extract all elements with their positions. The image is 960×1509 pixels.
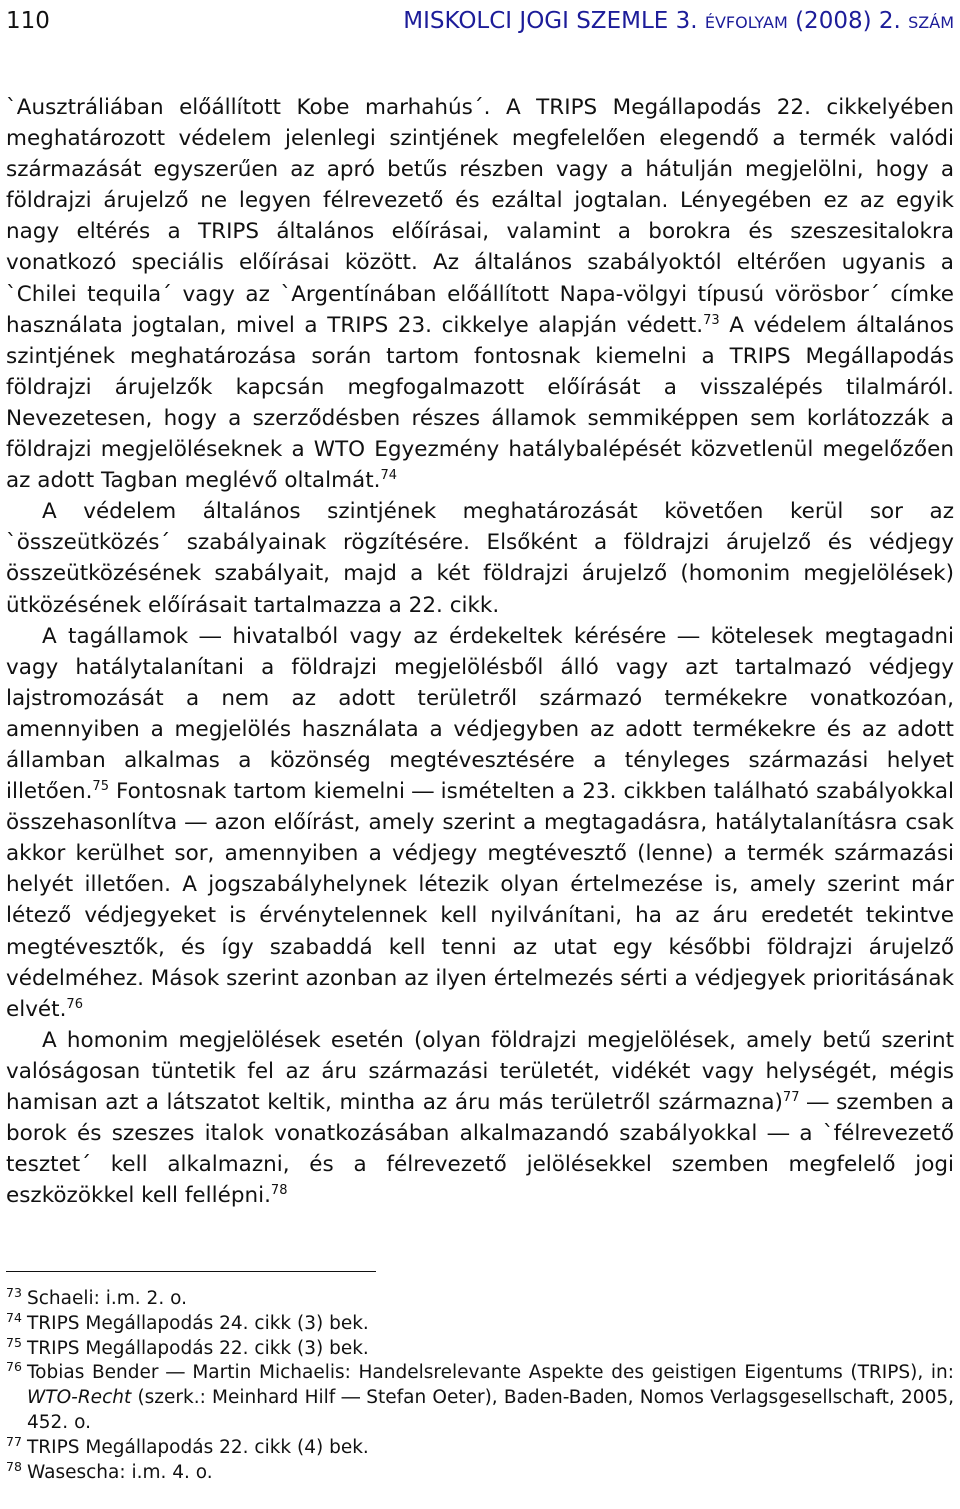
footnotes bbox=[6, 1287, 954, 1485]
footnote-italic-text: WTO-Recht bbox=[27, 1387, 132, 1409]
footnote-number: 75 bbox=[6, 1334, 22, 1350]
footnote-item bbox=[6, 1458, 954, 1486]
running-header bbox=[6, 4, 954, 38]
body-paragraph bbox=[6, 621, 954, 1025]
footnote-item bbox=[6, 1287, 954, 1312]
footnote-item bbox=[6, 1361, 954, 1435]
footnote-number: 76 bbox=[6, 1359, 22, 1375]
footnote-item bbox=[6, 1309, 954, 1337]
footnote-reference[interactable]: 73 bbox=[703, 312, 720, 328]
page-number: 110 bbox=[6, 8, 50, 34]
body-paragraph bbox=[6, 92, 954, 496]
footnote-number: 73 bbox=[6, 1285, 22, 1300]
footnote-text: Wasescha: i.m. 4. o. bbox=[27, 1461, 213, 1483]
paragraph-text: A tagállamok ― hivatalból vagy az érdekeltek kérésére ― kötelesek megtagadni vagy hatálytalanítani a földrajzi megjelölésből álló vagy azt tartalmazó védjegy lajstromozását a nem az adott területről származó termékekre vonatkozóan, amennyiben a megjelölés használata a védjegyben az adott termékekre és az adott államban alkalmas a közönség megtévesztésére a tényleges származási helyet illetően. bbox=[6, 623, 954, 805]
paragraph-text: `Ausztráliában előállított Kobe marhahús´. A TRIPS Megállapodás 22. cikkelyében meghatározott védelem jelenlegi szintjének megfelelően elegendő a termék valódi származását egyszerűen az apró betűs részben vagy a hátulján megjelölni, hogy a földrajzi árujelző ne legyen félrevezető és ezáltal jogtalan. Lényegében ez az egyik nagy eltérés a TRIPS általános előírásai, valamint a borokra és szeszesitalokra vonatkozó speciális előírásai között. Az általános szabályoktól eltérően ugyanis a `Chilei tequila´ vagy az `Argentínában előállított Napa-völgyi típusú vörösbor´ címke használata jogtalan, mivel a TRIPS 23. cikkelye alapján védett. bbox=[6, 95, 954, 338]
body-text bbox=[6, 92, 954, 1211]
footnote-text: TRIPS Megállapodás 22. cikk (3) bek. bbox=[27, 1337, 369, 1359]
footnote-separator bbox=[6, 1271, 376, 1272]
footnote-text: Tobias Bender ― Martin Michaelis: Handelsrelevante Aspekte des geistigen Eigentums (TRIPS), in: bbox=[27, 1362, 954, 1384]
footnote-number: 74 bbox=[6, 1309, 22, 1325]
footnote-item bbox=[6, 1433, 954, 1461]
paragraph-text: Fontosnak tartom kiemelni ― ismételten a 23. cikkben található szabályokkal összehasonlítva ― azon előírást, amely szerint a megtagadásra, hatálytalanításra csak akkor kerülhet sor, amennyiben a védjegy megtévesztő (lenne) a termék származási helyét illetően. A jogszabályhelynek létezik olyan értelmezése is, amely szerint már létező védjegyeket is érvénytelennek kell nyilvánítani, ha az áru eredetét tekintve megtévesztők, és így szabaddá kell tenni az utat egy későbbi földrajzi árujelző védelméhez. Mások szerint azonban az ilyen értelmezés sérti a védjegyek prioritásának elvét. bbox=[6, 779, 955, 1022]
footnote-reference[interactable]: 76 bbox=[66, 996, 83, 1012]
paragraph-text: A védelem általános szintjének meghatározása során tartom fontosnak kiemelni a TRIPS Megállapodás földrajzi árujelzők kapcsán megfogalmazott előírását a visszalépés tilalmáról. Nevezetesen, hogy a szerződésben részes államok semmiképpen sem korlátozzák a földrajzi megjelöléseknek a WTO Egyezmény hatálybalépését közvetlenül megelőzően az adott Tagban meglévő oltalmát. bbox=[6, 312, 954, 494]
paragraph-text: A homonim megjelölések esetén (olyan földrajzi megjelölések, amely betű szerint valóságosan tüntetik fel az áru származási területét, vidékét vagy helységét, mégis hamisan azt a látszatot keltik, mintha az áru más területről származna) bbox=[6, 1027, 954, 1115]
footnote-text: TRIPS Megállapodás 22. cikk (4) bek. bbox=[27, 1436, 369, 1458]
footnote-reference[interactable]: 78 bbox=[270, 1183, 288, 1199]
body-paragraph bbox=[6, 496, 954, 620]
footnote-number: 77 bbox=[6, 1433, 22, 1449]
footnote-text: Schaeli: i.m. 2. o. bbox=[27, 1288, 187, 1309]
footnote-reference[interactable]: 75 bbox=[92, 778, 109, 794]
paragraph-text: ― szemben a borok és szeszes italok vonatkozásában alkalmazandó szabályokkal ― a `félrevezető tesztet´ kell alkalmazni, és a félrevezető jelölésekkel szemben megfelelő jogi eszközökkel kell fellépni. bbox=[6, 1090, 955, 1209]
journal-title: MISKOLCI JOGI SZEMLE 3. évfolyam (2008) 2. szám bbox=[403, 8, 954, 34]
body-paragraph bbox=[6, 1025, 954, 1212]
footnote-reference[interactable]: 77 bbox=[782, 1089, 800, 1105]
footnote-text: TRIPS Megállapodás 24. cikk (3) bek. bbox=[27, 1312, 369, 1334]
footnote-reference[interactable]: 74 bbox=[380, 467, 398, 483]
footnote-number: 78 bbox=[6, 1458, 22, 1474]
footnote-text: (szerk.: Meinhard Hilf ― Stefan Oeter), Baden-Baden, Nomos Verlagsgesellschaft, 2005, 452. o. bbox=[27, 1387, 954, 1433]
paragraph-text: A védelem általános szintjének meghatározását követően kerül sor az `összeütközés´ szabályainak rögzítésére. Elsőként a földrajzi árujelző és védjegy összeütközésének szabályait, majd a két földrajzi árujelző (homonim megjelölések) ütközésének előírásait tartalmazza a 22. cikk. bbox=[6, 499, 954, 618]
footnote-item bbox=[6, 1334, 954, 1362]
